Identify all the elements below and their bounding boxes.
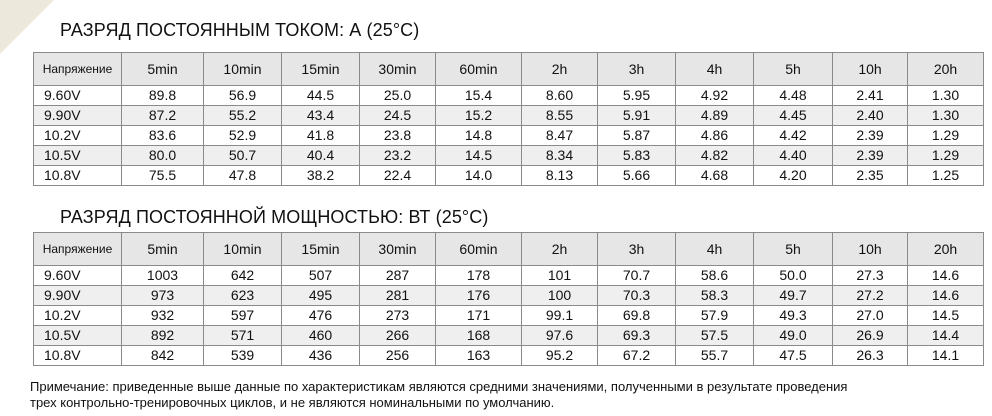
power-discharge-table	[33, 232, 984, 366]
table-cell: 281	[360, 286, 436, 306]
column-header: Напряжение	[34, 233, 122, 266]
column-header: 30min	[360, 233, 436, 266]
table-cell: 87.2	[122, 106, 204, 126]
table-cell: 287	[360, 266, 436, 286]
voltage-cell: 10.2V	[34, 126, 122, 146]
table-cell: 14.8	[436, 126, 522, 146]
table-cell: 47.5	[754, 346, 833, 366]
table-cell: 5.95	[598, 86, 676, 106]
table-cell: 5.66	[598, 166, 676, 186]
table-cell: 14.0	[436, 166, 522, 186]
table-cell: 49.3	[754, 306, 833, 326]
table-cell: 50.0	[754, 266, 833, 286]
table-cell: 176	[436, 286, 522, 306]
table-cell: 932	[122, 306, 204, 326]
corner-decoration	[0, 0, 54, 54]
table-cell: 22.4	[360, 166, 436, 186]
table-cell: 4.40	[754, 146, 833, 166]
table-cell: 4.48	[754, 86, 833, 106]
voltage-cell: 10.8V	[34, 346, 122, 366]
table-cell: 4.45	[754, 106, 833, 126]
table-cell: 2.39	[833, 126, 908, 146]
table-cell: 80.0	[122, 146, 204, 166]
column-header: 10min	[204, 233, 282, 266]
column-header: 5h	[754, 53, 833, 86]
table-header-row	[34, 233, 984, 266]
table-cell: 49.7	[754, 286, 833, 306]
column-header: 5min	[122, 53, 204, 86]
column-header: 2h	[522, 233, 598, 266]
table-cell: 8.47	[522, 126, 598, 146]
table-cell: 100	[522, 286, 598, 306]
table-cell: 26.9	[833, 326, 908, 346]
table-cell: 163	[436, 346, 522, 366]
table-cell: 5.87	[598, 126, 676, 146]
table-cell: 4.68	[676, 166, 754, 186]
table-cell: 89.8	[122, 86, 204, 106]
table-cell: 101	[522, 266, 598, 286]
table-cell: 4.92	[676, 86, 754, 106]
voltage-cell: 10.5V	[34, 326, 122, 346]
table-cell: 14.4	[908, 326, 984, 346]
table-cell: 14.6	[908, 286, 984, 306]
table-cell: 58.6	[676, 266, 754, 286]
table-cell: 38.2	[282, 166, 360, 186]
table-cell: 4.82	[676, 146, 754, 166]
table-cell: 15.2	[436, 106, 522, 126]
table-cell: 25.0	[360, 86, 436, 106]
footnote-line: трех контрольно-тренировочных циклов, и не являются номинальными по умолчанию.	[30, 395, 555, 410]
table-cell: 4.89	[676, 106, 754, 126]
table-row	[34, 306, 984, 326]
table-cell: 52.9	[204, 126, 282, 146]
table-cell: 40.4	[282, 146, 360, 166]
table-cell: 67.2	[598, 346, 676, 366]
table-cell: 70.3	[598, 286, 676, 306]
table-row	[34, 126, 984, 146]
table-cell: 1.29	[908, 126, 984, 146]
table-cell: 27.0	[833, 306, 908, 326]
table-cell: 5.83	[598, 146, 676, 166]
table-cell: 69.3	[598, 326, 676, 346]
table-cell: 99.1	[522, 306, 598, 326]
table-cell: 1.30	[908, 86, 984, 106]
table-cell: 41.8	[282, 126, 360, 146]
voltage-cell: 9.90V	[34, 286, 122, 306]
column-header: 15min	[282, 233, 360, 266]
table-cell: 4.20	[754, 166, 833, 186]
table-cell: 47.8	[204, 166, 282, 186]
column-header: 15min	[282, 53, 360, 86]
table-cell: 26.3	[833, 346, 908, 366]
table-cell: 14.1	[908, 346, 984, 366]
table-cell: 55.2	[204, 106, 282, 126]
voltage-cell: 10.8V	[34, 166, 122, 186]
table-cell: 70.7	[598, 266, 676, 286]
power-discharge-title: РАЗРЯД ПОСТОЯННОЙ МОЩНОСТЬЮ: ВТ (25°С)	[60, 207, 489, 227]
table-cell: 8.34	[522, 146, 598, 166]
column-header: 20h	[908, 233, 984, 266]
table-cell: 539	[204, 346, 282, 366]
column-header: 5min	[122, 233, 204, 266]
table-cell: 27.2	[833, 286, 908, 306]
table-cell: 95.2	[522, 346, 598, 366]
column-header: 10min	[204, 53, 282, 86]
table-cell: 23.8	[360, 126, 436, 146]
table-cell: 623	[204, 286, 282, 306]
table-row	[34, 326, 984, 346]
column-header: 20h	[908, 53, 984, 86]
table-row	[34, 346, 984, 366]
table-cell: 97.6	[522, 326, 598, 346]
column-header: 10h	[833, 53, 908, 86]
table-cell: 168	[436, 326, 522, 346]
table-row	[34, 266, 984, 286]
table-cell: 8.13	[522, 166, 598, 186]
table-cell: 5.91	[598, 106, 676, 126]
table-cell: 266	[360, 326, 436, 346]
table-cell: 14.5	[436, 146, 522, 166]
table-header-row	[34, 53, 984, 86]
table-cell: 27.3	[833, 266, 908, 286]
column-header: 3h	[598, 53, 676, 86]
column-header: 30min	[360, 53, 436, 86]
table-cell: 2.35	[833, 166, 908, 186]
column-header: 60min	[436, 53, 522, 86]
table-cell: 57.9	[676, 306, 754, 326]
table-cell: 4.42	[754, 126, 833, 146]
voltage-cell: 9.60V	[34, 266, 122, 286]
table-cell: 2.39	[833, 146, 908, 166]
table-cell: 1.29	[908, 146, 984, 166]
current-discharge-table	[33, 52, 984, 186]
table-cell: 436	[282, 346, 360, 366]
table-row	[34, 146, 984, 166]
table-cell: 55.7	[676, 346, 754, 366]
table-cell: 1.30	[908, 106, 984, 126]
table-cell: 69.8	[598, 306, 676, 326]
table-cell: 83.6	[122, 126, 204, 146]
table-cell: 44.5	[282, 86, 360, 106]
table-row	[34, 86, 984, 106]
table-cell: 273	[360, 306, 436, 326]
voltage-cell: 9.90V	[34, 106, 122, 126]
voltage-cell: 9.60V	[34, 86, 122, 106]
table-cell: 57.5	[676, 326, 754, 346]
table-cell: 2.40	[833, 106, 908, 126]
footnote-line: Примечание: приведенные выше данные по характеристикам являются средними значениями, полученными в результате проведения	[30, 379, 848, 394]
table-cell: 178	[436, 266, 522, 286]
table-row	[34, 166, 984, 186]
table-cell: 14.6	[908, 266, 984, 286]
table-cell: 507	[282, 266, 360, 286]
table-cell: 8.60	[522, 86, 598, 106]
table-cell: 1.25	[908, 166, 984, 186]
column-header: 4h	[676, 53, 754, 86]
voltage-cell: 10.5V	[34, 146, 122, 166]
table-cell: 23.2	[360, 146, 436, 166]
table-cell: 892	[122, 326, 204, 346]
table-cell: 495	[282, 286, 360, 306]
footnote	[30, 379, 970, 411]
table-cell: 597	[204, 306, 282, 326]
table-cell: 1003	[122, 266, 204, 286]
column-header: 60min	[436, 233, 522, 266]
table-cell: 8.55	[522, 106, 598, 126]
table-cell: 15.4	[436, 86, 522, 106]
column-header: Напряжение	[34, 53, 122, 86]
table-cell: 476	[282, 306, 360, 326]
column-header: 5h	[754, 233, 833, 266]
table-cell: 642	[204, 266, 282, 286]
table-cell: 2.41	[833, 86, 908, 106]
table-cell: 43.4	[282, 106, 360, 126]
table-cell: 460	[282, 326, 360, 346]
table-cell: 171	[436, 306, 522, 326]
column-header: 4h	[676, 233, 754, 266]
table-row	[34, 106, 984, 126]
table-cell: 571	[204, 326, 282, 346]
voltage-cell: 10.2V	[34, 306, 122, 326]
table-cell: 49.0	[754, 326, 833, 346]
table-cell: 842	[122, 346, 204, 366]
column-header: 10h	[833, 233, 908, 266]
table-cell: 256	[360, 346, 436, 366]
table-cell: 4.86	[676, 126, 754, 146]
table-cell: 24.5	[360, 106, 436, 126]
table-row	[34, 286, 984, 306]
current-discharge-title: РАЗРЯД ПОСТОЯННЫМ ТОКОМ: А (25°С)	[60, 20, 420, 40]
table-cell: 58.3	[676, 286, 754, 306]
table-cell: 14.5	[908, 306, 984, 326]
table-cell: 50.7	[204, 146, 282, 166]
table-cell: 75.5	[122, 166, 204, 186]
column-header: 2h	[522, 53, 598, 86]
table-cell: 56.9	[204, 86, 282, 106]
table-cell: 973	[122, 286, 204, 306]
column-header: 3h	[598, 233, 676, 266]
